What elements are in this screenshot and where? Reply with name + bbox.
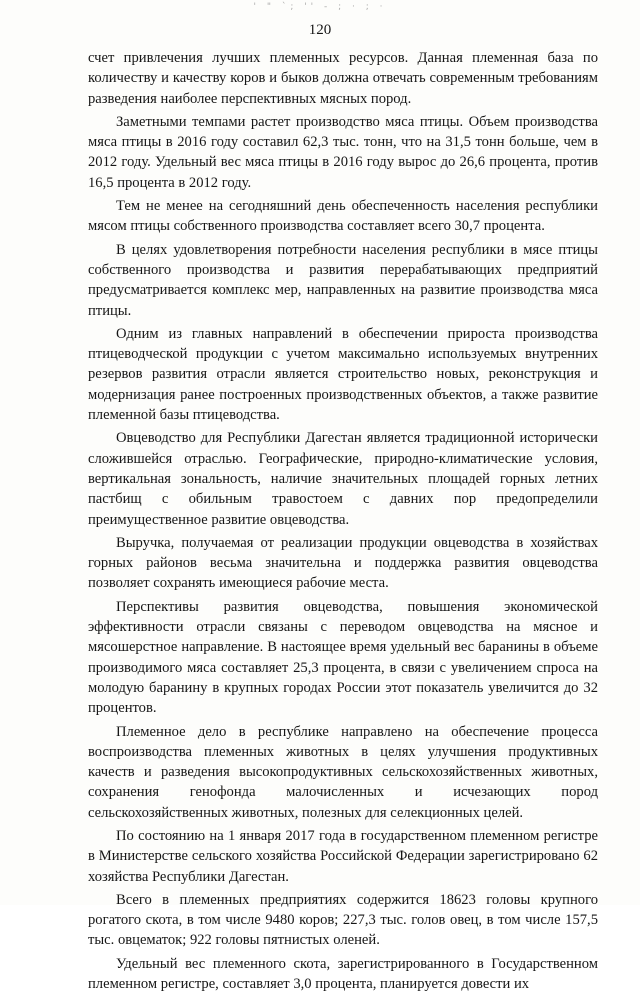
paragraph-sheep-prospects: Перспективы развития овцеводства, повышения экономической эффективности отрасли связаны с переводом овцеводства на мясное и мясошерстное направление. В настоящее время удельный вес баранины в объеме производимого мяса составляет 25,3 процента, в связи с увеличением спроса на молодую баранину в крупных городах России этот показатель увеличится до 32 процентов.: [88, 598, 598, 717]
paragraph-poultry-growth: Заметными темпами растет производство мяса птицы. Объем производства мяса птицы в 2016 году составил 62,3 тыс. тонн, что на 31,5 тонн больше, чем в 2012 году. Удельный вес мяса птицы в 2016 году вырос до 26,6 процента, против 16,5 процента в 2012 году.: [88, 113, 598, 191]
paragraph-poultry-supply: Тем не менее на сегодняшний день обеспеченность населения республики мясом птицы собственного производства составляет всего 30,7 процента.: [88, 198, 598, 235]
paragraph-continuation: счет привлечения лучших племенных ресурсов. Данная племенная база по количеству и качеству коров и быков должна отвечать современным требованиям разведения наиболее перспективных мясных пород.: [88, 50, 598, 107]
paragraph-sheep-revenue: Выручка, получаемая от реализации продукции овцеводства в хозяйствах горных районов весьма значительна и поддержка развития овцеводства позволяет сохранять имеющиеся рабочие места.: [88, 534, 598, 592]
scan-artifact-marks: ' " `; '' - ; · ; ·: [253, 2, 387, 12]
paragraph-livestock-totals: Всего в племенных предприятиях содержится 18623 головы крупного рогатого скота, в том числе 9480 коров; 227,3 тыс. голов овец, в том числе 157,5 тыс. овцематок; 922 головы пятнистых оленей.: [88, 891, 598, 949]
paragraph-breeding-work: Племенное дело в республике направлено на обеспечение процесса воспроизводства племенных животных в целях улучшения продуктивных качеств и разведения высокопродуктивных сельскохозяйственных животных, сохранения генофонда малочисленных и исчезающих пород сельскохозяйственных животных, полезных для селекционных целей.: [88, 723, 598, 821]
paragraph-poultry-directions: Одним из главных направлений в обеспечении прироста производства птицеводческой продукции с учетом максимально используемых внутренних резервов развития отрасли является строительство новых, реконструкция и модернизация ранее построенных производственных объектов, а также развитие племенной базы птицеводства.: [88, 325, 598, 424]
paragraph-sheep-breeding: Овцеводство для Республики Дагестан является традиционной исторически сложившейся отраслью. Географические, природно-климатические условия, вертикальная зональность, наличие значительных площадей горных летних пастбищ с обильным травостоем с давних пор предопределили преимущественное развитие овцеводства.: [88, 430, 598, 528]
document-body: [88, 48, 598, 997]
paragraph-poultry-measures: В целях удовлетворения потребности населения республики в мясе птицы собственного производства и развития перерабатывающих предприятий предусматривается комплекс мер, направленных на развитие производства мяса птицы.: [88, 241, 598, 319]
paragraph-breeding-share: Удельный вес племенного скота, зарегистрированного в Государственном племенном регистре, составляет 3,0 процента, планируется довести их: [88, 955, 598, 993]
paragraph-breeding-register: По состоянию на 1 января 2017 года в государственном племенном регистре в Министерстве сельского хозяйства Российской Федерации зарегистрировано 62 хозяйства Республики Дагестан.: [88, 827, 598, 885]
page-number: 120: [308, 22, 332, 38]
